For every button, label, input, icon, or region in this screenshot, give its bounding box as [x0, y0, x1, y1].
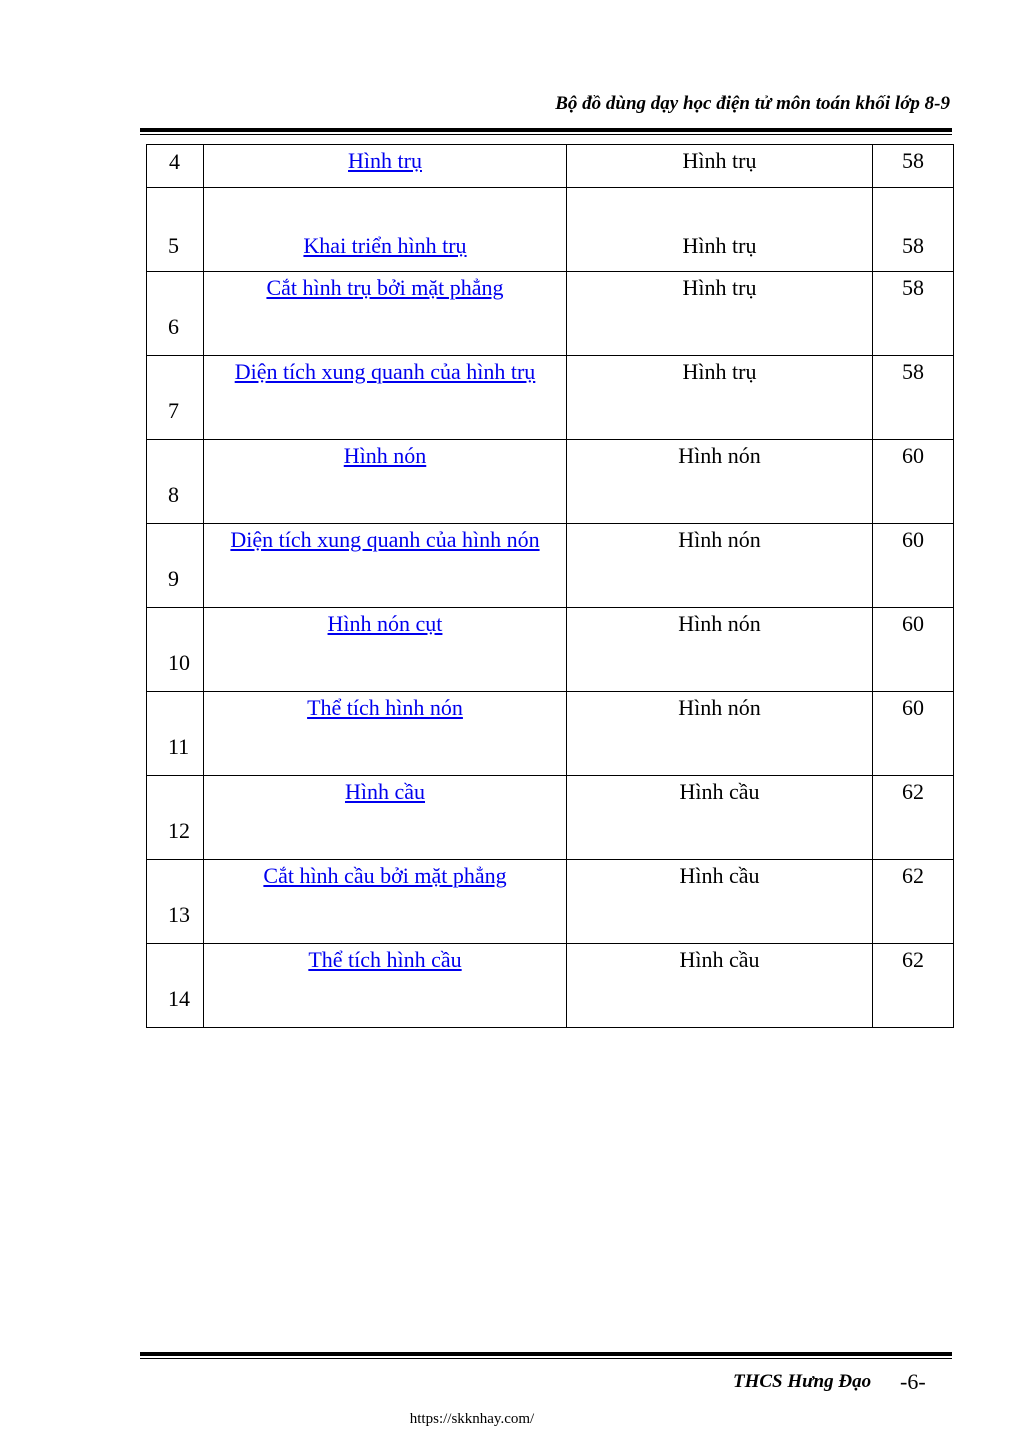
chapter-cell — [567, 776, 873, 860]
row-number: 6 — [168, 314, 179, 339]
row-number: 13 — [168, 902, 190, 927]
table-row — [147, 145, 954, 188]
page-cell — [873, 272, 954, 356]
row-number: 14 — [168, 986, 190, 1011]
footer-url[interactable]: https://skknhay.com/ — [409, 1411, 535, 1427]
row-number-cell — [147, 944, 204, 1028]
page-cell — [873, 524, 954, 608]
chapter-name: Hình trụ — [682, 233, 757, 258]
row-number: 4 — [169, 149, 180, 174]
page-number: 58 — [902, 359, 924, 384]
chapter-cell — [567, 944, 873, 1028]
page-number: 62 — [902, 863, 924, 888]
lesson-link[interactable]: Cắt hình cầu bởi mặt phẳng — [263, 863, 507, 888]
header-title: Bộ đồ dùng dạy học điện tử môn toán khối lớp 8-9 — [555, 93, 950, 114]
row-number-cell — [147, 524, 204, 608]
page-number: 60 — [902, 443, 924, 468]
chapter-name: Hình cầu — [679, 863, 760, 888]
table-row — [147, 692, 954, 776]
lesson-title-cell — [204, 860, 567, 944]
table-row — [147, 356, 954, 440]
table-row — [147, 524, 954, 608]
footer-rule-thick — [140, 1352, 952, 1356]
footer-rule-thin — [140, 1358, 952, 1359]
page-number: 62 — [902, 779, 924, 804]
lesson-title-cell — [204, 524, 567, 608]
page-number: 60 — [902, 695, 924, 720]
lesson-title-cell — [204, 145, 567, 188]
table-row — [147, 944, 954, 1028]
chapter-name: Hình trụ — [682, 148, 757, 173]
chapter-name: Hình cầu — [679, 779, 760, 804]
lesson-link[interactable]: Hình cầu — [344, 779, 426, 804]
row-number-cell — [147, 608, 204, 692]
page-number: 60 — [902, 527, 924, 552]
table-row — [147, 860, 954, 944]
page-number: 62 — [902, 947, 924, 972]
chapter-name: Hình trụ — [682, 359, 757, 384]
row-number-cell — [147, 440, 204, 524]
page-number: 58 — [902, 233, 924, 258]
page-number: 60 — [902, 611, 924, 636]
lesson-link[interactable]: Hình trụ — [348, 148, 422, 173]
chapter-cell — [567, 188, 873, 272]
page-cell — [873, 188, 954, 272]
chapter-cell — [567, 356, 873, 440]
chapter-name: Hình trụ — [682, 275, 757, 300]
footer-school-name: THCS Hưng Đạo — [733, 1371, 872, 1392]
lesson-title-cell — [204, 692, 567, 776]
chapter-name: Hình nón — [678, 695, 761, 720]
table-row — [147, 188, 954, 272]
table-row — [147, 440, 954, 524]
lesson-link[interactable]: Thể tích hình cầu — [308, 947, 462, 972]
row-number: 11 — [168, 734, 190, 759]
chapter-name: Hình nón — [678, 611, 761, 636]
lesson-link[interactable]: Khai triển hình trụ — [303, 233, 467, 258]
row-number: 10 — [168, 650, 190, 675]
lesson-link[interactable]: Hình nón cụt — [327, 611, 443, 636]
lesson-title-cell — [204, 188, 567, 272]
chapter-cell — [567, 440, 873, 524]
page-cell — [873, 692, 954, 776]
lesson-link[interactable]: Hình nón — [343, 443, 427, 468]
lesson-title-cell — [204, 356, 567, 440]
contents-table — [146, 144, 954, 1028]
page-number: 58 — [902, 148, 924, 173]
page-cell — [873, 145, 954, 188]
chapter-cell — [567, 524, 873, 608]
lesson-link[interactable]: Thể tích hình nón — [307, 695, 463, 720]
row-number-cell — [147, 860, 204, 944]
row-number-cell — [147, 272, 204, 356]
header-rule-thin — [140, 134, 952, 135]
lesson-title-cell — [204, 272, 567, 356]
chapter-name: Hình cầu — [679, 947, 760, 972]
lesson-link[interactable]: Cắt hình trụ bởi mặt phẳng — [266, 275, 504, 300]
table-row — [147, 608, 954, 692]
chapter-cell — [567, 145, 873, 188]
lesson-link[interactable]: Diện tích xung quanh của hình nón — [230, 527, 540, 552]
footer-page-number: -6- — [900, 1369, 926, 1394]
lesson-title-cell — [204, 944, 567, 1028]
page-cell — [873, 776, 954, 860]
row-number: 12 — [168, 818, 190, 843]
table-row — [147, 776, 954, 860]
row-number-cell — [147, 188, 204, 272]
chapter-name: Hình nón — [678, 443, 761, 468]
contents-table-body — [147, 145, 954, 1028]
page-cell — [873, 440, 954, 524]
lesson-title-cell — [204, 608, 567, 692]
page-cell — [873, 944, 954, 1028]
row-number-cell — [147, 692, 204, 776]
row-number-cell — [147, 356, 204, 440]
lesson-title-cell — [204, 776, 567, 860]
chapter-name: Hình nón — [678, 527, 761, 552]
chapter-cell — [567, 692, 873, 776]
row-number: 5 — [168, 233, 179, 258]
row-number: 7 — [168, 398, 179, 423]
lesson-title-cell — [204, 440, 567, 524]
page-cell — [873, 356, 954, 440]
chapter-cell — [567, 860, 873, 944]
page-cell — [873, 860, 954, 944]
table-row — [147, 272, 954, 356]
header-rule-thick — [140, 128, 952, 132]
row-number-cell — [147, 145, 204, 188]
row-number-cell — [147, 776, 204, 860]
page-cell — [873, 608, 954, 692]
row-number: 8 — [168, 482, 179, 507]
lesson-link[interactable]: Diện tích xung quanh của hình trụ — [234, 359, 536, 384]
row-number: 9 — [168, 566, 179, 591]
chapter-cell — [567, 608, 873, 692]
chapter-cell — [567, 272, 873, 356]
page-number: 58 — [902, 275, 924, 300]
